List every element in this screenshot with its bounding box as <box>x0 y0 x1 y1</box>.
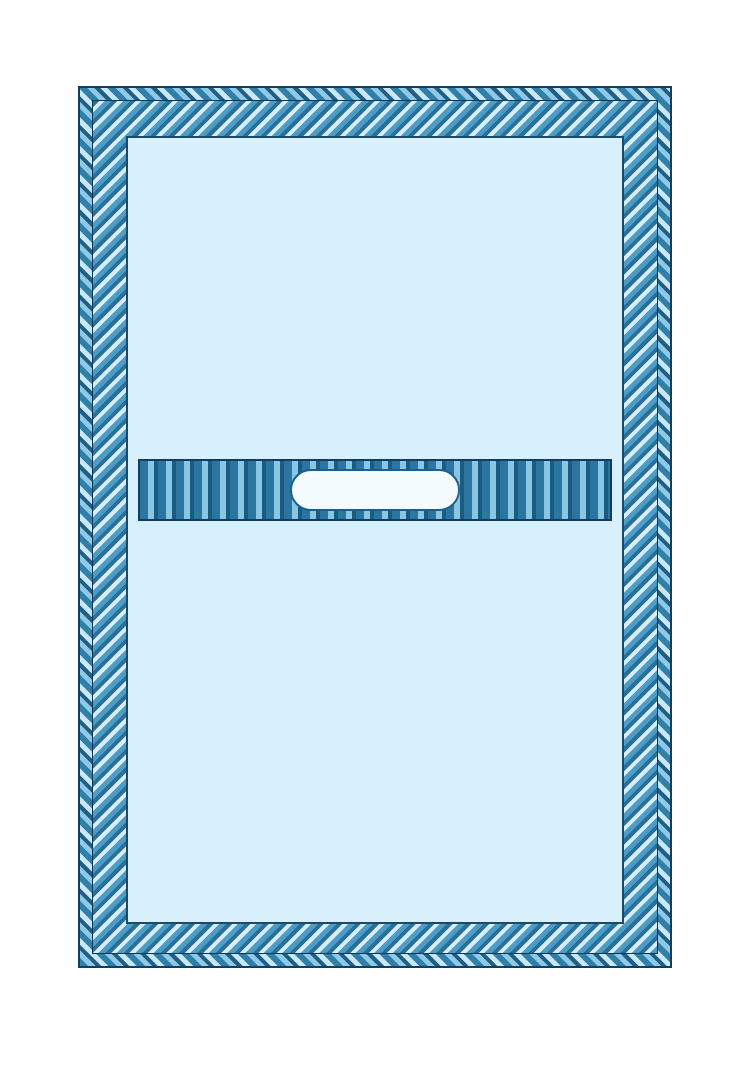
basmala <box>126 522 624 564</box>
surah-banner <box>138 459 612 521</box>
surah-banner-title <box>290 469 460 511</box>
